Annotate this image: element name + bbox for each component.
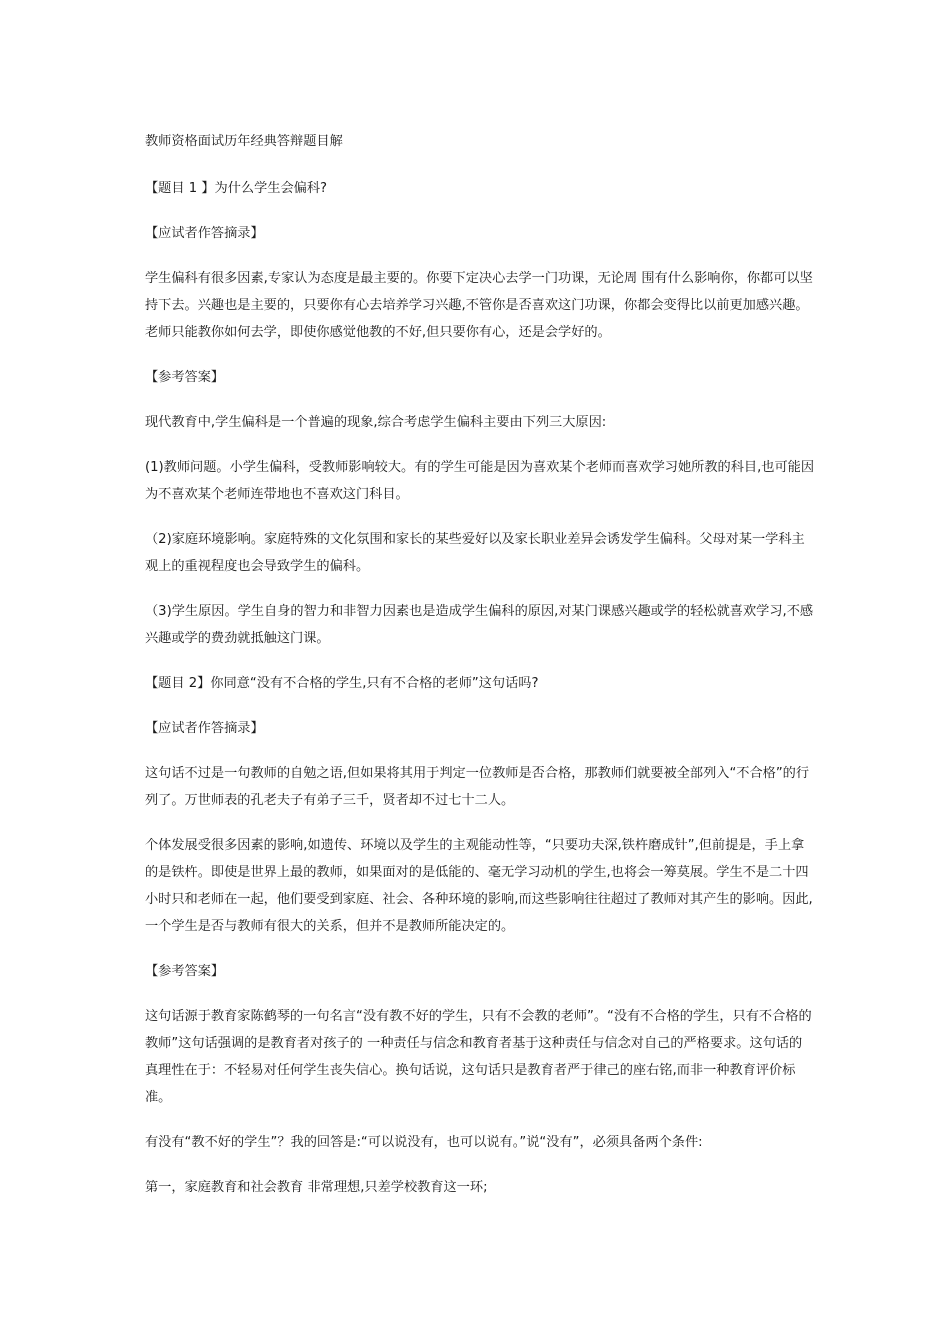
condition-1-line: 第一，家庭教育和社会教育 非常理想,只差学校教育这一环;: [145, 1180, 488, 1195]
reference-answer-intro: 现代教育中,学生偏科是一个普遍的现象,综合考虑学生偏科主要由下列三大原因:: [145, 415, 607, 430]
reference-answer-heading-1: 【参考答案】: [145, 370, 225, 385]
reference-answer-heading-2: 【参考答案】: [145, 964, 225, 979]
candidate-answer-paragraph-2a: 这句话不过是一句教师的自勉之语,但如果将其用于判定一位教师是否合格，那教师们就要被全部列入“不合格”的行列了。万世师表的孔老夫子有弟子三千，贤者却不过七十二人。: [145, 766, 810, 808]
question-answer-line: 有没有“教不好的学生”？我的回答是:“可以说没有，也可以说有。”说“没有”，必须具备两个条件:: [145, 1135, 703, 1150]
reason-3-paragraph: （3)学生原因。学生自身的智力和非智力因素也是造成学生偏科的原因,对某门课感兴趣或学的轻松就喜欢学习,不感兴趣或学的费劲就抵触这门课。: [145, 604, 814, 646]
document-body: [145, 128, 815, 1219]
reason-2-paragraph: （2)家庭环境影响。家庭特殊的文化氛围和家长的某些爱好以及家长职业差异会诱发学生偏科。父母对某一学科主观上的重视程度也会导致学生的偏科。: [145, 532, 805, 574]
question-1-heading: 【题目 1 】为什么学生会偏科?: [145, 181, 328, 196]
reason-1-paragraph: (1)教师问题。小学生偏科，受教师影响较大。有的学生可能是因为喜欢某个老师而喜欢学习她所教的科目,也可能因为不喜欢某个老师连带地也不喜欢这门科目。: [145, 460, 815, 502]
candidate-answer-heading-1: 【应试者作答摘录】: [145, 226, 264, 241]
question-2-heading: 【题目 2】你同意“没有不合格的学生,只有不合格的老师”这句话吗?: [145, 676, 539, 691]
document-title: 教师资格面试历年经典答辩题目解: [145, 134, 343, 149]
candidate-answer-paragraph-1: 学生偏科有很多因素,专家认为态度是最主要的。你要下定决心去学一门功课，无论周 围有什么影响你，你都可以坚持下去。兴趣也是主要的，只要你有心去培养学习兴趣,不管你是否喜欢这门功课，你都会变得比以前更加感兴趣。老师只能教你如何去学，即使你感觉他教的不好,但只要你有心，还是会学好的。: [145, 271, 813, 340]
candidate-answer-heading-2: 【应试者作答摘录】: [145, 721, 264, 736]
reference-answer-paragraph-2: 这句话源于教育家陈鹤琴的一句名言“没有教不好的学生，只有不会教的老师”。“没有不合格的学生，只有不合格的教师”这句话强调的是教育者对孩子的 一种责任与信念和教育者基于这种责任与信念对自己的严格要求。这句话的真理性在于：不轻易对任何学生丧失信心。换句话说，这句话只是教育者严于律己的座右铭,而非一种教育评价标准。: [145, 1009, 812, 1105]
candidate-answer-paragraph-2b: 个体发展受很多因素的影响,如遗传、环境以及学生的主观能动性等，“只要功夫深,铁杵磨成针”,但前提是，手上拿的是铁杵。即使是世界上最的教师，如果面对的是低能的、毫无学习动机的学生,也将会一筹莫展。学生不是二十四小时只和老师在一起，他们要受到家庭、社会、各种环境的影响,而这些影响往往超过了教师对其产生的影响。因此,一个学生是否与教师有很大的关系，但并不是教师所能决定的。: [145, 838, 813, 934]
